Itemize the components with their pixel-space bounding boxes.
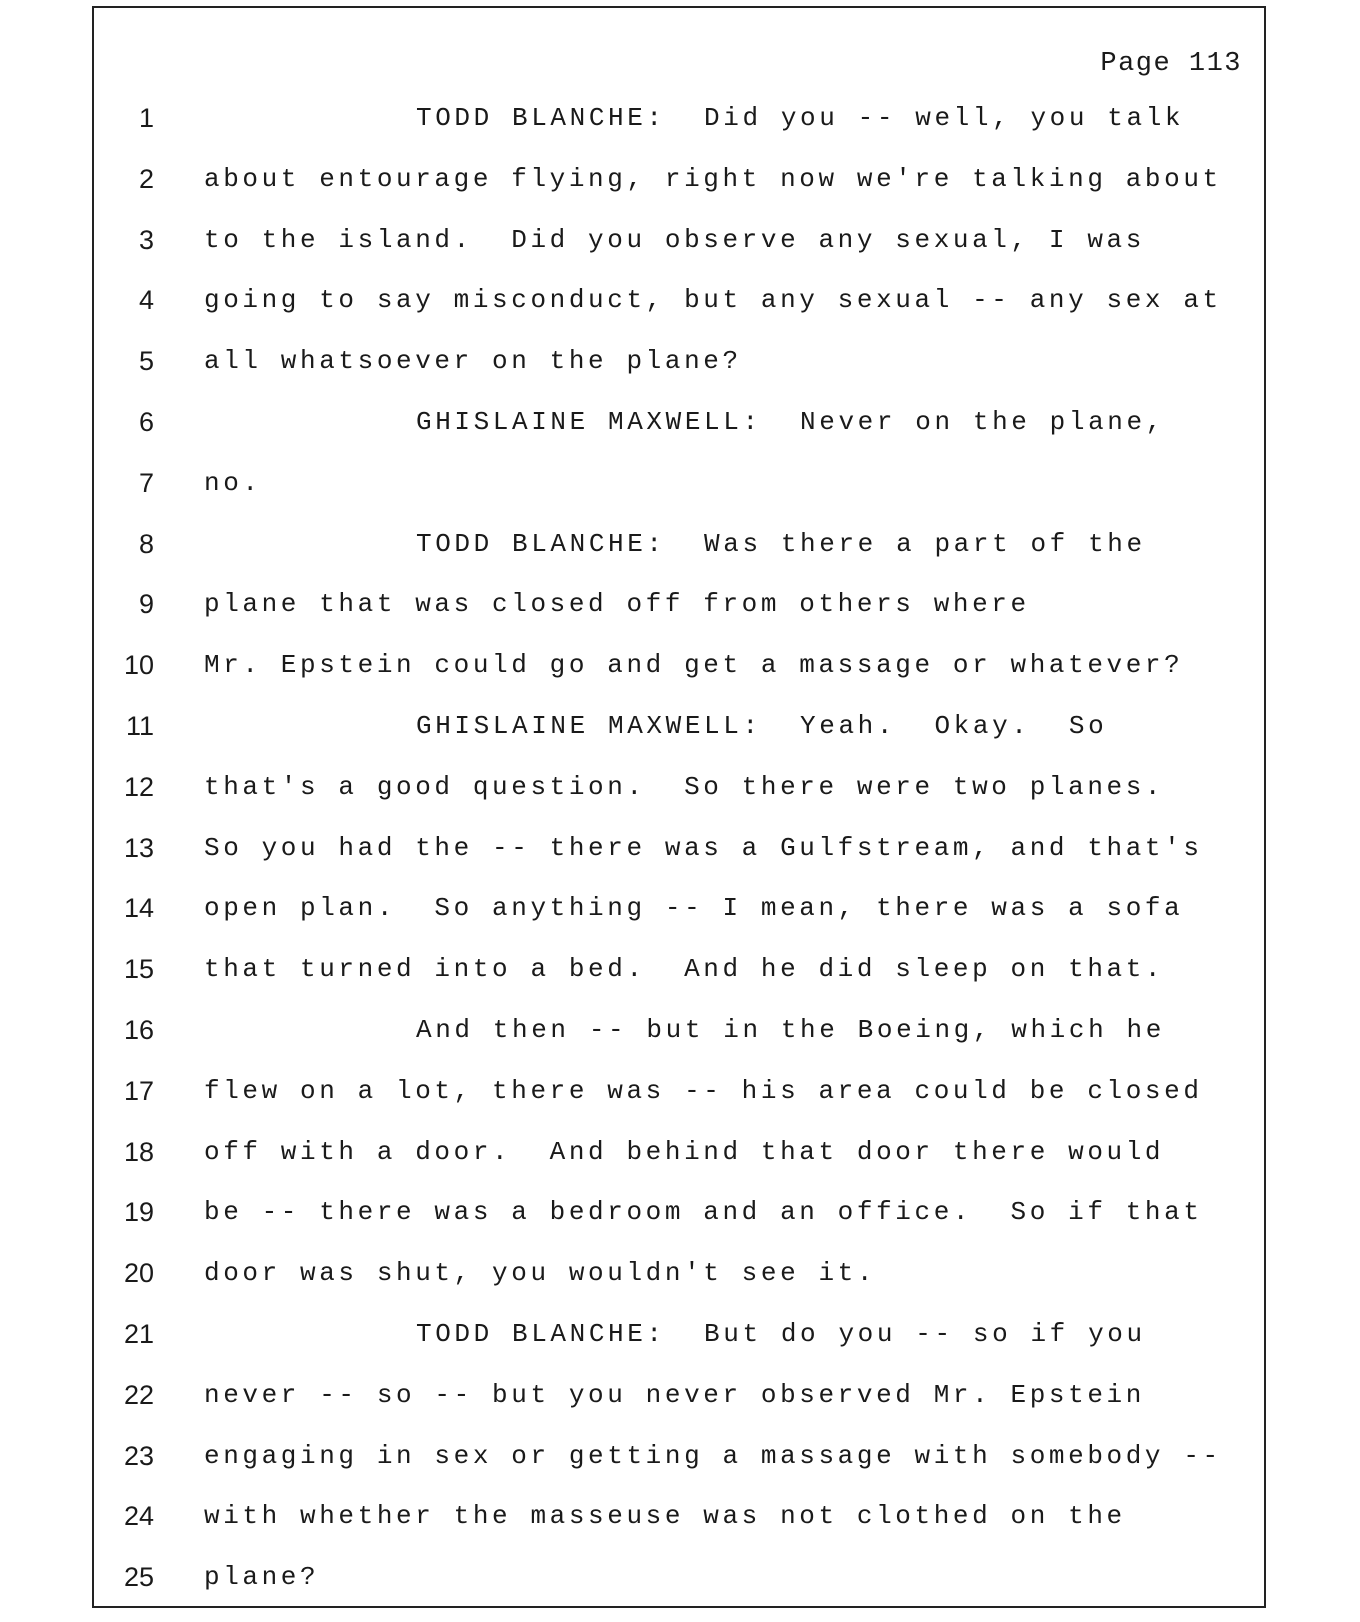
line-number: 24 [123,1501,154,1532]
transcript-page [92,6,1266,1608]
transcript-line [94,1014,1264,1075]
line-number: 14 [123,893,154,924]
page-number: Page 113 [1100,49,1242,79]
transcript-line [94,892,1264,953]
line-text: And then -- but in the Boeing, which he [416,1014,1165,1045]
line-number: 13 [123,832,154,863]
line-text: GHISLAINE MAXWELL: Yeah. Okay. So [416,710,1108,741]
transcript-line [94,528,1264,589]
line-number: 17 [123,1075,154,1106]
line-text: open plan. So anything -- I mean, there was a sofa [204,893,1184,924]
line-number: 11 [125,710,154,741]
line-text: that turned into a bed. And he did sleep on that. [204,954,1165,985]
line-text: with whether the masseuse was not clothed on the [204,1501,1126,1532]
transcript-line [94,1379,1264,1440]
line-number: 12 [123,771,154,802]
transcript-lines [94,102,1264,1622]
transcript-line [94,467,1264,528]
line-number: 8 [138,528,154,559]
line-text: Mr. Epstein could go and get a massage or whatever? [204,650,1184,681]
line-number: 20 [123,1258,154,1289]
line-text: be -- there was a bedroom and an office. So if that [204,1197,1203,1228]
line-text: all whatsoever on the plane? [204,346,742,377]
transcript-line [94,1561,1264,1622]
line-text: about entourage flying, right now we're talking about [204,163,1222,194]
line-text: never -- so -- but you never observed Mr. Epstein [204,1379,1145,1410]
line-number: 21 [123,1318,154,1349]
line-number: 6 [138,406,154,437]
transcript-line [94,710,1264,771]
line-text: GHISLAINE MAXWELL: Never on the plane, [416,406,1165,437]
line-text: flew on a lot, there was -- his area could be closed [204,1075,1203,1106]
line-number: 2 [138,163,154,194]
line-text: TODD BLANCHE: Did you -- well, you talk [416,103,1185,133]
line-number: 19 [123,1197,154,1228]
line-number: 3 [138,224,154,255]
line-number: 23 [123,1440,154,1471]
line-text: to the island. Did you observe any sexual, I was [204,224,1145,255]
line-number: 7 [138,467,154,498]
line-number: 9 [138,589,154,620]
transcript-line [94,832,1264,893]
line-number: 5 [138,346,154,377]
transcript-line [94,406,1264,467]
transcript-line [94,1136,1264,1197]
line-number: 10 [123,650,154,681]
transcript-line [94,1196,1264,1257]
line-text: no. [204,467,262,498]
line-number: 4 [138,285,154,316]
line-text: engaging in sex or getting a massage with somebody -- [204,1440,1222,1471]
transcript-line [94,102,1264,163]
transcript-line [94,953,1264,1014]
transcript-line [94,1500,1264,1561]
line-text: So you had the -- there was a Gulfstream, and that's [204,832,1203,863]
transcript-line [94,284,1264,345]
line-number: 18 [123,1136,154,1167]
line-text: door was shut, you wouldn't see it. [204,1258,877,1289]
line-text: off with a door. And behind that door there would [204,1136,1165,1167]
line-number: 15 [123,954,154,985]
transcript-line [94,649,1264,710]
transcript-line [94,1318,1264,1379]
line-number: 16 [123,1014,154,1045]
line-text: TODD BLANCHE: But do you -- so if you [416,1318,1146,1349]
line-text: TODD BLANCHE: Was there a part of the [416,528,1146,559]
line-text: plane that was closed off from others where [204,589,1030,620]
transcript-line [94,345,1264,406]
transcript-line [94,1257,1264,1318]
transcript-line [94,1075,1264,1136]
line-number: 1 [138,103,154,133]
transcript-line [94,163,1264,224]
line-text: that's a good question. So there were two planes. [204,771,1165,802]
transcript-line [94,1440,1264,1501]
transcript-line [94,771,1264,832]
line-number: 22 [123,1379,154,1410]
transcript-line [94,224,1264,285]
line-text: plane? [204,1562,320,1593]
line-text: going to say misconduct, but any sexual -- any sex at [204,285,1222,316]
line-number: 25 [123,1562,154,1593]
transcript-line [94,588,1264,649]
